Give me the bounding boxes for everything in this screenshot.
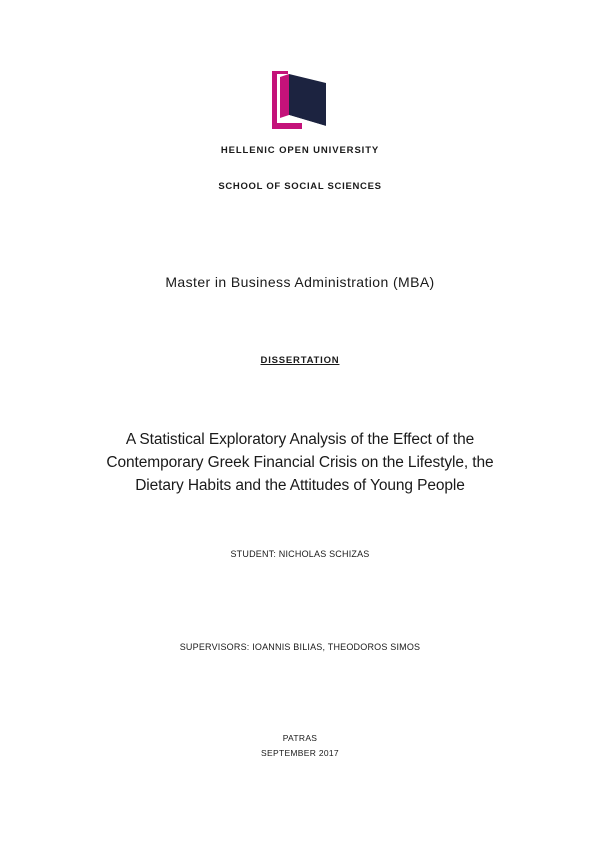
title-line: A Statistical Exploratory Analysis of the Effect of the — [125, 431, 475, 448]
university-name: HELLENIC OPEN UNIVERSITY — [220, 145, 380, 156]
title-line: Dietary Habits and the Attitudes of Young People — [135, 477, 465, 494]
place: PATRAS — [282, 733, 318, 743]
title-line: Contemporary Greek Financial Crisis on the Lifestyle, the — [106, 454, 494, 471]
hellenic-open-university-logo — [272, 71, 328, 129]
school-name: SCHOOL OF SOCIAL SCIENCES — [218, 181, 382, 192]
student-name: STUDENT: NICHOLAS SCHIZAS — [230, 549, 370, 559]
document-type: DISSERTATION — [260, 355, 340, 366]
degree-title: Master in Business Administration (MBA) — [165, 274, 435, 290]
dissertation-title — [0, 428, 600, 497]
supervisors: SUPERVISORS: IOANNIS BILIAS, THEODOROS SIMOS — [179, 642, 421, 652]
date: SEPTEMBER 2017 — [261, 748, 339, 758]
logo-magenta-inner — [280, 74, 289, 118]
